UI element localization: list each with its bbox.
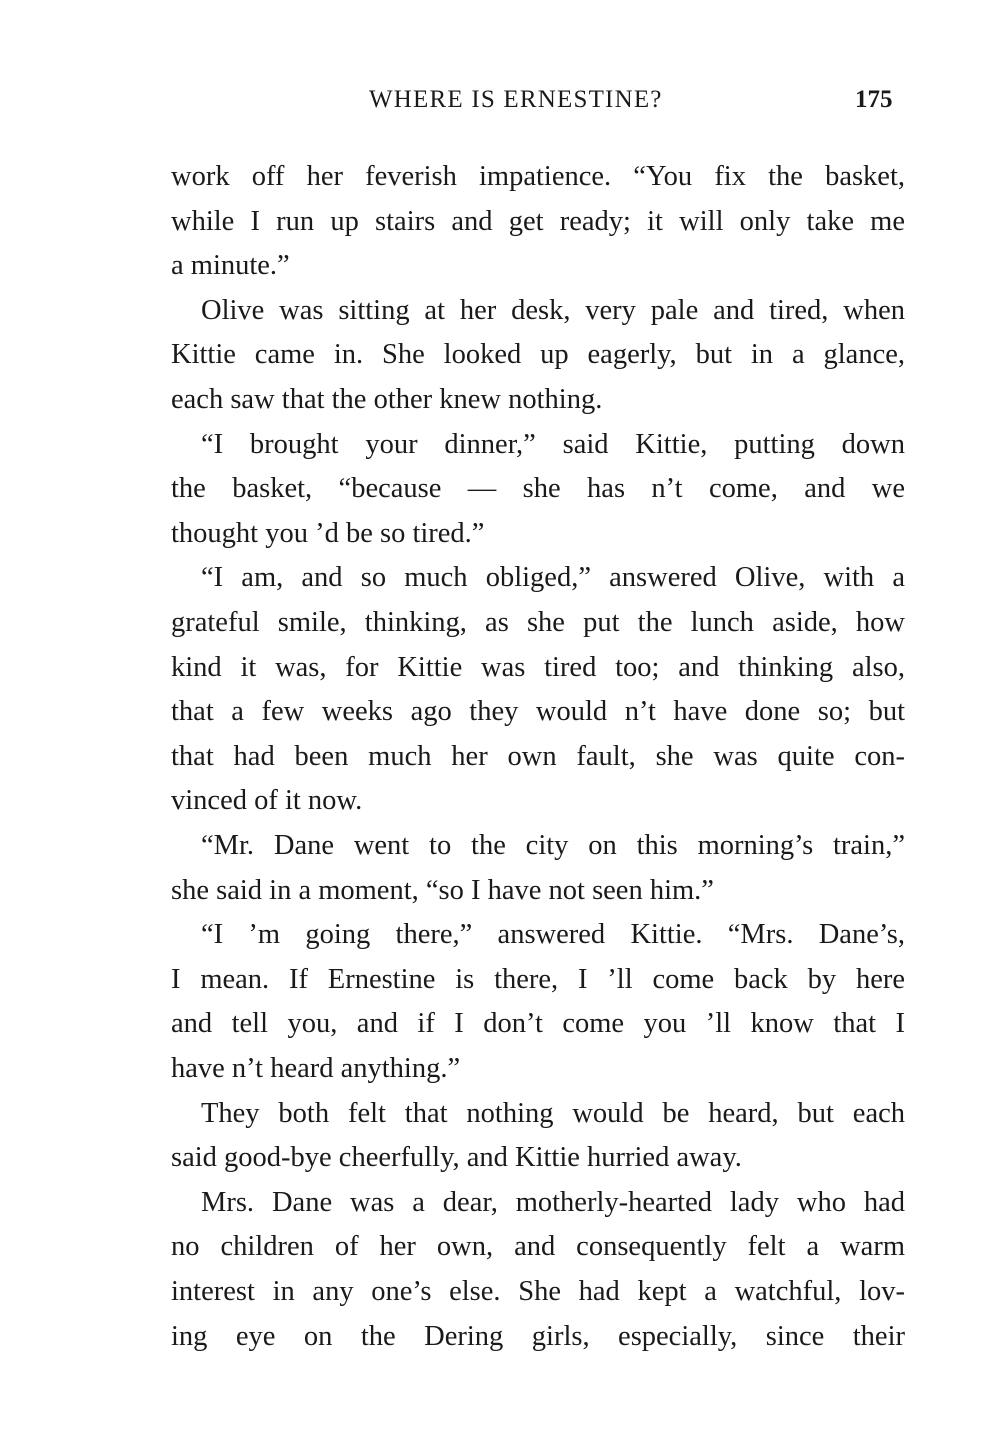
- text-line: and tell you, and if I don’t come you ’ll know that I: [171, 1008, 905, 1040]
- text-line: Kittie came in. She looked up eagerly, but in a glance,: [171, 339, 905, 371]
- text-line: vinced of it now.: [171, 785, 363, 817]
- text-line: “I brought your dinner,” said Kittie, putting down: [201, 428, 905, 460]
- text-line: thought you ’d be so tired.”: [171, 517, 485, 549]
- running-head: WHERE IS ERNESTINE?: [369, 86, 663, 113]
- text-line: she said in a moment, “so I have not seen him.”: [171, 874, 714, 906]
- text-line: that a few weeks ago they would n’t have done so; but: [171, 696, 905, 728]
- text-line: the basket, “because — she has n’t come, and we: [171, 473, 905, 505]
- text-line: said good-bye cheerfully, and Kittie hurried away.: [171, 1142, 742, 1174]
- text-line: Olive was sitting at her desk, very pale and tired, when: [201, 294, 905, 326]
- text-line: “I am, and so much obliged,” answered Olive, with a: [201, 562, 905, 594]
- text-line: a minute.”: [171, 250, 290, 282]
- text-line: Mrs. Dane was a dear, motherly-hearted lady who had: [201, 1186, 905, 1218]
- text-line: I mean. If Ernestine is there, I ’ll come back by here: [171, 963, 905, 995]
- text-line: “I ’m going there,” answered Kittie. “Mrs. Dane’s,: [201, 919, 905, 951]
- text-line: while I run up stairs and get ready; it will only take me: [171, 205, 905, 237]
- text-line: They both felt that nothing would be heard, but each: [201, 1097, 905, 1129]
- page-number: 175: [855, 86, 893, 113]
- text-line: interest in any one’s else. She had kept a watchful, lov-: [171, 1276, 905, 1307]
- text-line: “Mr. Dane went to the city on this morning’s train,”: [201, 830, 905, 861]
- text-line: no children of her own, and consequently felt a warm: [171, 1231, 905, 1263]
- text-line: each saw that the other knew nothing.: [171, 384, 603, 415]
- text-line: kind it was, for Kittie was tired too; and thinking also,: [171, 651, 905, 683]
- page-header: [0, 86, 1000, 126]
- text-line: have n’t heard anything.”: [171, 1053, 461, 1084]
- text-line: ing eye on the Dering girls, especially, since their: [171, 1320, 905, 1352]
- text-line: grateful smile, thinking, as she put the lunch aside, how: [171, 607, 905, 638]
- text-line: work off her feverish impatience. “You fix the basket,: [171, 161, 905, 192]
- text-line: that had been much her own fault, she was quite con-: [171, 740, 905, 772]
